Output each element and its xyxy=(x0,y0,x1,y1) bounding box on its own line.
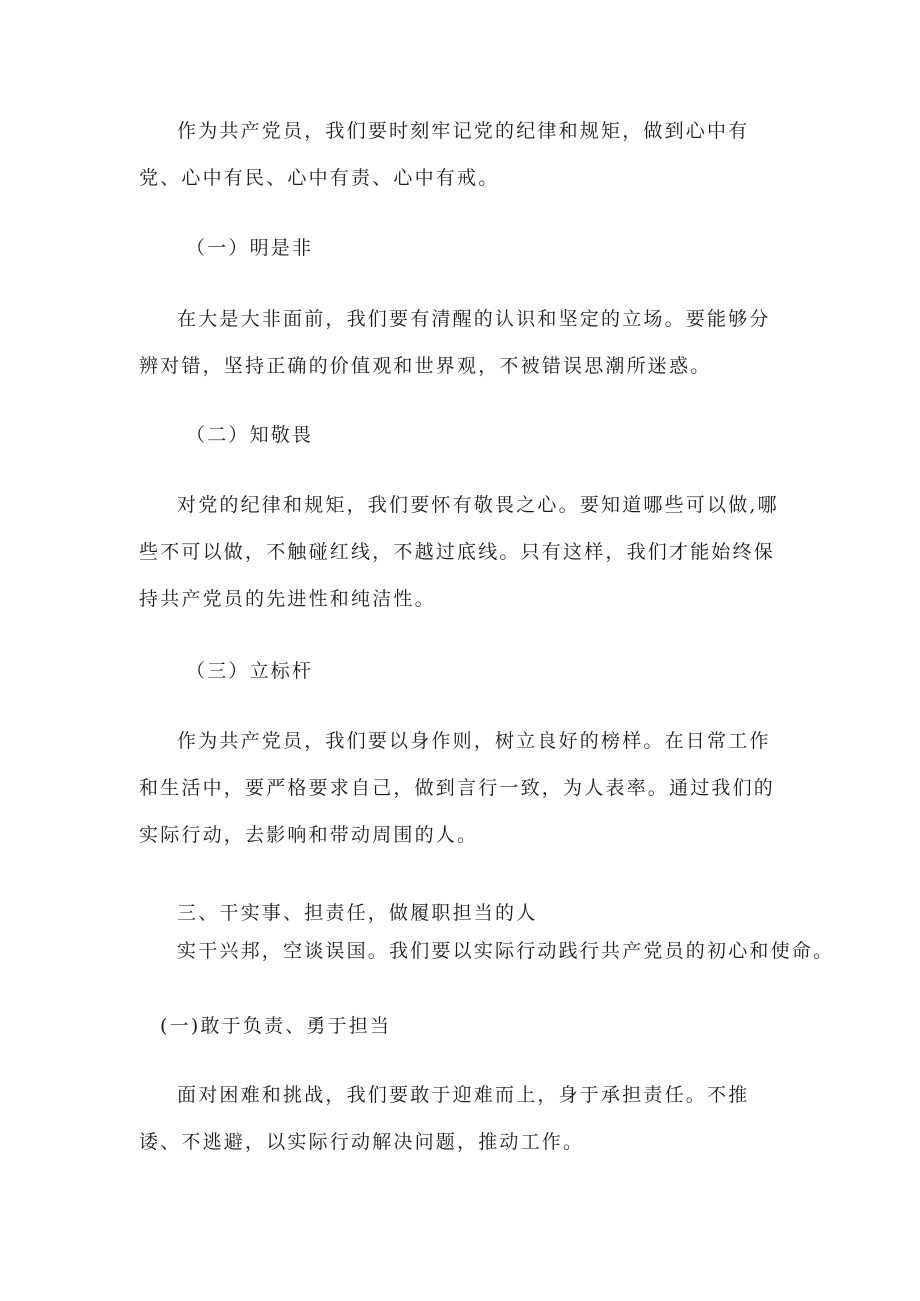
paragraph-commitment: 作为共产党员，我们要时刻牢记党的纪律和规矩，做到心中有党、心中有民、心中有责、心中有戒。 xyxy=(139,120,750,189)
section-three-intro: 实干兴邦，空谈误国。我们要以实际行动践行共产党员的初心和使命。 xyxy=(177,940,835,962)
paragraph-role-model: 作为共产党员，我们要以身作则，树立良好的榜样。在日常工作和生活中，要严格要求自己，做到言行一致，为人表率。通过我们的实际行动，去影响和带动周围的人。 xyxy=(139,730,776,846)
subheading-reverence: （二）知敬畏 xyxy=(186,424,314,446)
section-three-title: 三、干实事、担责任，做履职担当的人 xyxy=(177,902,538,924)
subheading-take-responsibility: (一)敢于负责、勇于担当 xyxy=(160,1015,392,1037)
subheading-distinguish-right-wrong: （一）明是非 xyxy=(186,237,314,259)
paragraph-right-wrong: 在大是大非面前，我们要有清醒的认识和坚定的立场。要能够分辨对错，坚持正确的价值观和世界观，不被错误思潮所迷惑。 xyxy=(139,308,771,377)
subheading-role-model: （三）立标杆 xyxy=(186,660,314,682)
paragraph-reverence: 对党的纪律和规矩，我们要怀有敬畏之心。要知道哪些可以做,哪些不可以做，不触碰红线，不越过底线。只有这样，我们才能始终保持共产党员的先进性和纯洁性。 xyxy=(139,494,779,610)
paragraph-responsibility: 面对困难和挑战，我们要敢于迎难而上，身于承担责任。不推诿、不逃避，以实际行动解决问题，推动工作。 xyxy=(139,1084,750,1153)
